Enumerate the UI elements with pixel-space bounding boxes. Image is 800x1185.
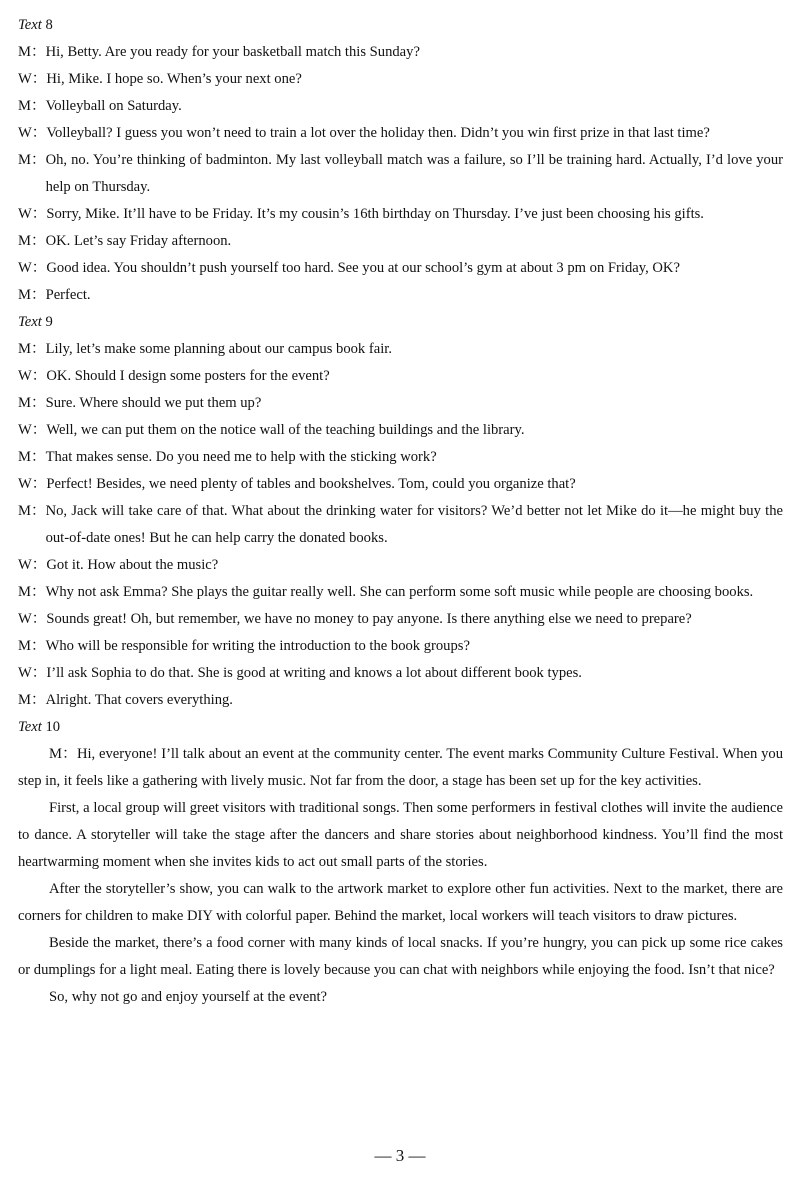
section-label: Text: [18, 17, 42, 33]
dialogue-line: [18, 201, 783, 228]
speaker-label: M：: [18, 692, 46, 708]
section-number: 10: [45, 719, 61, 735]
page-number: — 3 —: [374, 1146, 426, 1165]
dialogue-line: [18, 147, 783, 201]
dialogue-line: [18, 228, 783, 255]
dialogue-text: OK. Should I design some posters for the event?: [46, 368, 330, 384]
dialogue-text: I’ll ask Sophia to do that. She is good at writing and knows a lot about different book types.: [46, 665, 582, 681]
dialogue-text: Perfect.: [45, 287, 91, 303]
dialogue-line: [18, 120, 783, 147]
speaker-label: W：: [18, 71, 47, 87]
section-number: 8: [45, 17, 53, 33]
dialogue-line: [18, 39, 783, 66]
dialogue-text: Volleyball on Saturday.: [45, 98, 182, 114]
section-heading-text-8: [18, 12, 783, 39]
speaker-label: W：: [18, 557, 47, 573]
dialogue-text: Volleyball? I guess you won’t need to train a lot over the holiday then. Didn’t you win first prize in that last time?: [46, 125, 710, 141]
dialogue-line: [18, 498, 783, 552]
dialogue-text: No, Jack will take care of that. What about the drinking water for visitors? We’d better not let Mike do it—he might buy the out-of-date ones! But he can help carry the donated books.: [45, 503, 783, 546]
dialogue-text: Got it. How about the music?: [46, 557, 219, 573]
dialogue-text: Who will be responsible for writing the introduction to the book groups?: [45, 638, 470, 654]
dialogue-text: Sure. Where should we put them up?: [45, 395, 262, 411]
speaker-label: M：: [18, 395, 46, 411]
dialogue-line: [18, 417, 783, 444]
section-heading-text-9: [18, 309, 783, 336]
dialogue-line: [18, 93, 783, 120]
dialogue-line: [18, 66, 783, 93]
transcript-body: [18, 12, 783, 1011]
speaker-label: W：: [18, 125, 47, 141]
dialogue-line: [18, 687, 783, 714]
dialogue-line: [18, 660, 783, 687]
dialogue-text: Alright. That covers everything.: [45, 692, 233, 708]
speaker-label: M：: [18, 638, 46, 654]
dialogue-line: [18, 282, 783, 309]
dialogue-text: Oh, no. You’re thinking of badminton. My last volleyball match was a failure, so I’ll be training hard. Actually, I’d love your help on Thursday.: [45, 152, 783, 195]
dialogue-line: [18, 579, 783, 606]
speaker-label: W：: [18, 476, 47, 492]
speaker-label: M：: [18, 584, 46, 600]
monologue-paragraph: First, a local group will greet visitors with traditional songs. Then some performers in festival clothes will invite the audience to dance. A storyteller will take the stage after the dancers and share stories about neighborhood kindness. You’ll find the most heartwarming moment when she invites kids to act out small parts of the stories.: [18, 800, 783, 870]
dialogue-text: Hi, Mike. I hope so. When’s your next one?: [46, 71, 302, 87]
speaker-label: W：: [18, 665, 47, 681]
monologue-paragraph: So, why not go and enjoy yourself at the event?: [49, 989, 328, 1005]
dialogue-line: [18, 552, 783, 579]
speaker-label: M：: [18, 341, 46, 357]
speaker-label: M：: [18, 98, 46, 114]
dialogue-line: [18, 336, 783, 363]
dialogue-line: [18, 390, 783, 417]
dialogue-text: That makes sense. Do you need me to help with the sticking work?: [45, 449, 437, 465]
dialogue-line: [18, 444, 783, 471]
section-heading-text-10: [18, 714, 783, 741]
monologue-paragraph: M：Hi, everyone! I’ll talk about an event at the community center. The event marks Community Culture Festival. When you step in, it feels like a gathering with lively music. Not far from the door, a stage has been set up for the key activities.: [18, 746, 783, 789]
section-label: Text: [18, 719, 42, 735]
speaker-label: W：: [18, 260, 47, 276]
monologue-paragraph: After the storyteller’s show, you can walk to the artwork market to explore other fun activities. Next to the market, there are corners for children to make DIY with colorful paper. Behind the market, local workers will teach visitors to draw pictures.: [18, 881, 783, 924]
section-label: Text: [18, 314, 42, 330]
speaker-label: M：: [18, 233, 46, 249]
dialogue-line: [18, 606, 783, 633]
dialogue-text: Lily, let’s make some planning about our campus book fair.: [45, 341, 392, 357]
speaker-label: M：: [18, 44, 46, 60]
speaker-label: M：: [18, 287, 46, 303]
dialogue-text: Sorry, Mike. It’ll have to be Friday. It’s my cousin’s 16th birthday on Thursday. I’ve just been choosing his gifts.: [46, 206, 704, 222]
dialogue-text: Good idea. You shouldn’t push yourself too hard. See you at our school’s gym at about 3 pm on Friday, OK?: [46, 260, 680, 276]
dialogue-line: [18, 471, 783, 498]
speaker-label: M：: [18, 503, 46, 519]
dialogue-text: Hi, Betty. Are you ready for your basketball match this Sunday?: [45, 44, 420, 60]
dialogue-line: [18, 633, 783, 660]
speaker-label: M：: [18, 152, 46, 168]
dialogue-text: Perfect! Besides, we need plenty of tables and bookshelves. Tom, could you organize that?: [46, 476, 576, 492]
dialogue-line: [18, 255, 783, 282]
monologue-paragraph: Beside the market, there’s a food corner with many kinds of local snacks. If you’re hungry, you can pick up some rice cakes or dumplings for a light meal. Eating there is lovely because you can chat with neighbors while enjoying the food. Isn’t that nice?: [18, 935, 783, 978]
dialogue-text: Why not ask Emma? She plays the guitar really well. She can perform some soft music while people are choosing books.: [45, 584, 754, 600]
dialogue-line: [18, 363, 783, 390]
speaker-label: W：: [18, 206, 47, 222]
speaker-label: W：: [18, 611, 47, 627]
dialogue-text: Sounds great! Oh, but remember, we have no money to pay anyone. Is there anything else we need to prepare?: [46, 611, 692, 627]
speaker-label: W：: [18, 368, 47, 384]
dialogue-text: Well, we can put them on the notice wall of the teaching buildings and the library.: [46, 422, 525, 438]
section-number: 9: [45, 314, 53, 330]
speaker-label: M：: [18, 449, 46, 465]
speaker-label: W：: [18, 422, 47, 438]
dialogue-text: OK. Let’s say Friday afternoon.: [45, 233, 232, 249]
